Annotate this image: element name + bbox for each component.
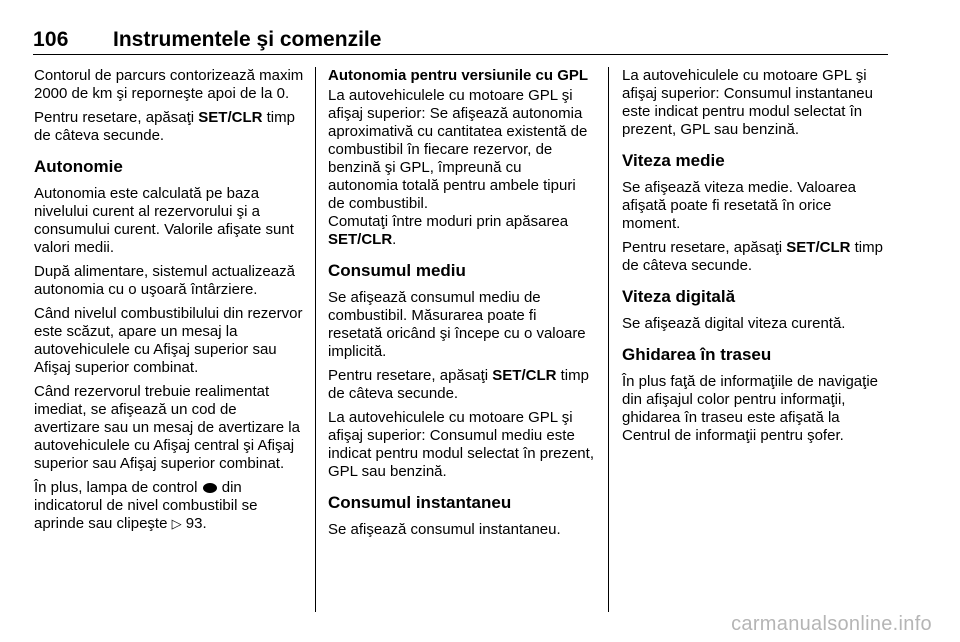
set-clr-label: SET/CLR (198, 109, 263, 126)
column-divider-left (315, 67, 316, 612)
column-middle (328, 67, 594, 545)
text: Pentru resetare, apăsaţi (622, 239, 787, 256)
text: . (392, 231, 397, 248)
autonomy-calc-paragraph: Autonomia este calculată pe baza nivelului curent al rezervorului şi a consumului curent. Valorile afişate sunt valori medii. (34, 185, 294, 256)
odometer-paragraph: Contorul de parcurs contorizează maxim 2000 de km şi reporneşte apoi de la 0. (34, 67, 304, 102)
watermark: carmanualsonline.info (731, 613, 932, 635)
text: timp de câteva secunde. (328, 367, 589, 402)
heading-viteza-medie: Viteza medie (622, 151, 725, 170)
column-left (34, 67, 304, 539)
avg-consumption-paragraph: Se afişează consumul mediu de combustibil. Măsurarea poate fi resetată oricând şi începe cu o valoare implicită. (328, 289, 586, 360)
text: timp de câteva secunde. (622, 239, 883, 274)
text: Pentru resetare, apăsaţi (34, 109, 199, 126)
fuel-lamp-icon (203, 483, 217, 493)
refuel-update-paragraph: După alimentare, sistemul actualizează autonomia cu o uşoară întârziere. (34, 263, 295, 298)
reset-paragraph (328, 367, 594, 403)
column-right (622, 67, 892, 451)
heading-autonomie-gpl: Autonomia pentru versiunile cu GPL (328, 67, 589, 84)
control-lamp-paragraph (34, 479, 304, 533)
reset-paragraph (622, 239, 892, 275)
column-divider-right (608, 67, 609, 612)
page-title: Instrumentele şi comenzile (113, 28, 382, 51)
set-clr-label: SET/CLR (492, 367, 557, 384)
digital-speed-paragraph: Se afişează digital viteza curentă. (622, 315, 846, 332)
gpl-instant-consumption-paragraph: La autovehiculele cu motoare GPL şi afişaj superior: Consumul instantaneu este indicat pentru modul selectat în prezent, GPL sau benzină. (622, 67, 873, 138)
gpl-avg-consumption-paragraph: La autovehiculele cu motoare GPL şi afişaj superior: Consumul mediu este indicat pentru modul selectat în prezent, GPL sau benzină. (328, 409, 594, 480)
heading-consumul-mediu: Consumul mediu (328, 261, 466, 280)
reset-paragraph (34, 109, 304, 145)
low-fuel-paragraph: Când nivelul combustibilului din rezervor este scăzut, apare un mesaj la autovehiculele cu Afişaj superior sau Afişaj superior combinat. (34, 305, 303, 376)
text: timp de câteva secunde. (34, 109, 295, 144)
instant-consumption-paragraph: Se afişează consumul instantaneu. (328, 521, 561, 538)
text: Pentru resetare, apăsaţi (328, 367, 493, 384)
page-reference-arrow-icon: ▷ (171, 516, 182, 531)
heading-viteza-digitala: Viteza digitală (622, 287, 736, 306)
text: Comutaţi între moduri prin apăsarea (328, 213, 569, 230)
page-reference[interactable]: 93. (185, 515, 207, 532)
avg-speed-paragraph: Se afişează viteza medie. Valoarea afişată poate fi resetată în orice moment. (622, 179, 857, 232)
switch-mode-paragraph (328, 213, 594, 249)
set-clr-label: SET/CLR (328, 231, 393, 248)
page-header (33, 30, 888, 55)
text: din indicatorul de nivel combustibil se aprinde sau clipeşte (34, 479, 258, 532)
text: În plus, lampa de control (34, 479, 202, 496)
set-clr-label: SET/CLR (786, 239, 851, 256)
heading-ghidarea-in-traseu: Ghidarea în traseu (622, 345, 772, 364)
page-number: 106 (33, 28, 69, 51)
heading-consumul-instantaneu: Consumul instantaneu (328, 493, 512, 512)
refuel-warning-paragraph: Când rezervorul trebuie realimentat imediat, se afişează un cod de avertizare sau un mesaj de avertizare la autovehiculele cu Afişaj central şi Afişaj superior sau Afişaj superior combinat. (34, 383, 300, 472)
heading-autonomie: Autonomie (34, 157, 123, 176)
gpl-autonomy-paragraph: La autovehiculele cu motoare GPL şi afişaj superior: Se afişează autonomia aproximativă cu cantitatea existentă de combustibil în fiecare rezervor, de benzină şi GPL, împreună cu autonomia totală pentru ambele tipuri de combustibil. (328, 87, 588, 212)
route-guidance-paragraph: În plus faţă de informaţiile de navigaţie din afişajul color pentru informaţii, ghidarea în traseu este afişată la Centrul de informaţii pentru şofer. (622, 373, 878, 444)
